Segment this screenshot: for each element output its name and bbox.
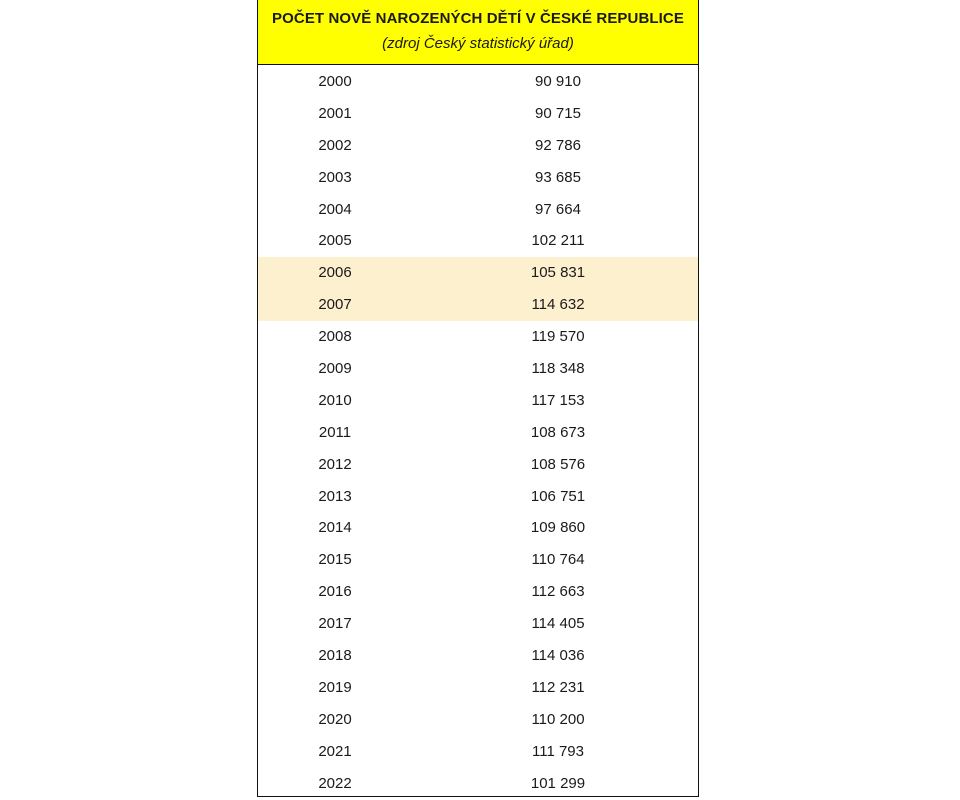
table-row [258,736,698,768]
year-cell: 2017 [318,615,352,633]
year-cell: 2019 [318,678,352,696]
year-cell: 2015 [318,551,352,569]
year-cell: 2003 [318,168,352,186]
year-cell: 2014 [318,519,352,537]
table-row [258,321,698,353]
births-cell: 90 715 [535,104,581,122]
table-row [258,98,698,130]
table-row [258,417,698,449]
year-cell: 2006 [318,264,352,282]
table-row [258,257,698,289]
year-cell: 2007 [318,296,352,314]
births-cell: 119 570 [531,328,585,346]
table-row [258,353,698,385]
year-cell: 2002 [318,136,352,154]
births-cell: 93 685 [535,168,581,186]
table-row [258,672,698,704]
births-cell: 90 910 [535,73,581,90]
year-cell: 2008 [318,328,352,346]
year-cell: 2000 [318,73,352,90]
births-cell: 114 036 [531,647,585,665]
table-row [258,225,698,257]
births-cell: 92 786 [535,136,581,154]
births-cell: 118 348 [531,360,585,378]
year-cell: 2020 [318,710,352,728]
year-cell: 2001 [318,104,352,122]
births-cell: 112 231 [531,678,585,696]
births-cell: 109 860 [530,519,586,537]
table-row [258,640,698,672]
births-cell: 97 664 [535,200,581,218]
births-cell: 110 764 [531,551,585,569]
births-cell: 105 831 [530,264,586,282]
births-cell: 108 673 [530,423,586,441]
year-cell: 2021 [318,742,352,760]
table-subtitle: (zdroj Český statistický úřad) [382,35,574,52]
year-cell: 2022 [318,774,352,792]
births-table [257,0,699,797]
table-row [258,512,698,544]
table-row [258,544,698,576]
births-cell: 114 632 [531,296,585,314]
year-cell: 2005 [318,232,352,250]
table-row [258,289,698,321]
table-row [258,481,698,513]
table-row [258,608,698,640]
table-row [258,130,698,162]
table-row [258,385,698,417]
births-cell: 111 793 [532,742,584,760]
table-body [258,66,698,799]
table-row [258,194,698,226]
births-cell: 102 211 [531,232,585,250]
year-cell: 2010 [318,391,352,409]
year-cell: 2012 [318,455,352,473]
births-cell: 110 200 [531,710,585,728]
table-row [258,704,698,736]
table-row [258,66,698,98]
table-row [258,576,698,608]
table-row [258,162,698,194]
births-cell: 101 299 [530,774,586,792]
births-cell: 112 663 [531,583,585,601]
table-row [258,449,698,481]
births-cell: 106 751 [530,487,586,505]
year-cell: 2009 [318,360,352,378]
year-cell: 2013 [318,487,352,505]
year-cell: 2004 [318,200,352,218]
year-cell: 2018 [318,647,352,665]
year-cell: 2011 [318,423,352,441]
births-cell: 114 405 [531,615,585,633]
table-row [258,768,698,800]
births-cell: 108 576 [530,455,586,473]
table-title: POČET NOVĚ NAROZENÝCH DĚTÍ V ČESKÉ REPUBLICE [272,10,684,27]
table-header [258,0,698,65]
year-cell: 2016 [318,583,352,601]
births-cell: 117 153 [531,391,585,409]
